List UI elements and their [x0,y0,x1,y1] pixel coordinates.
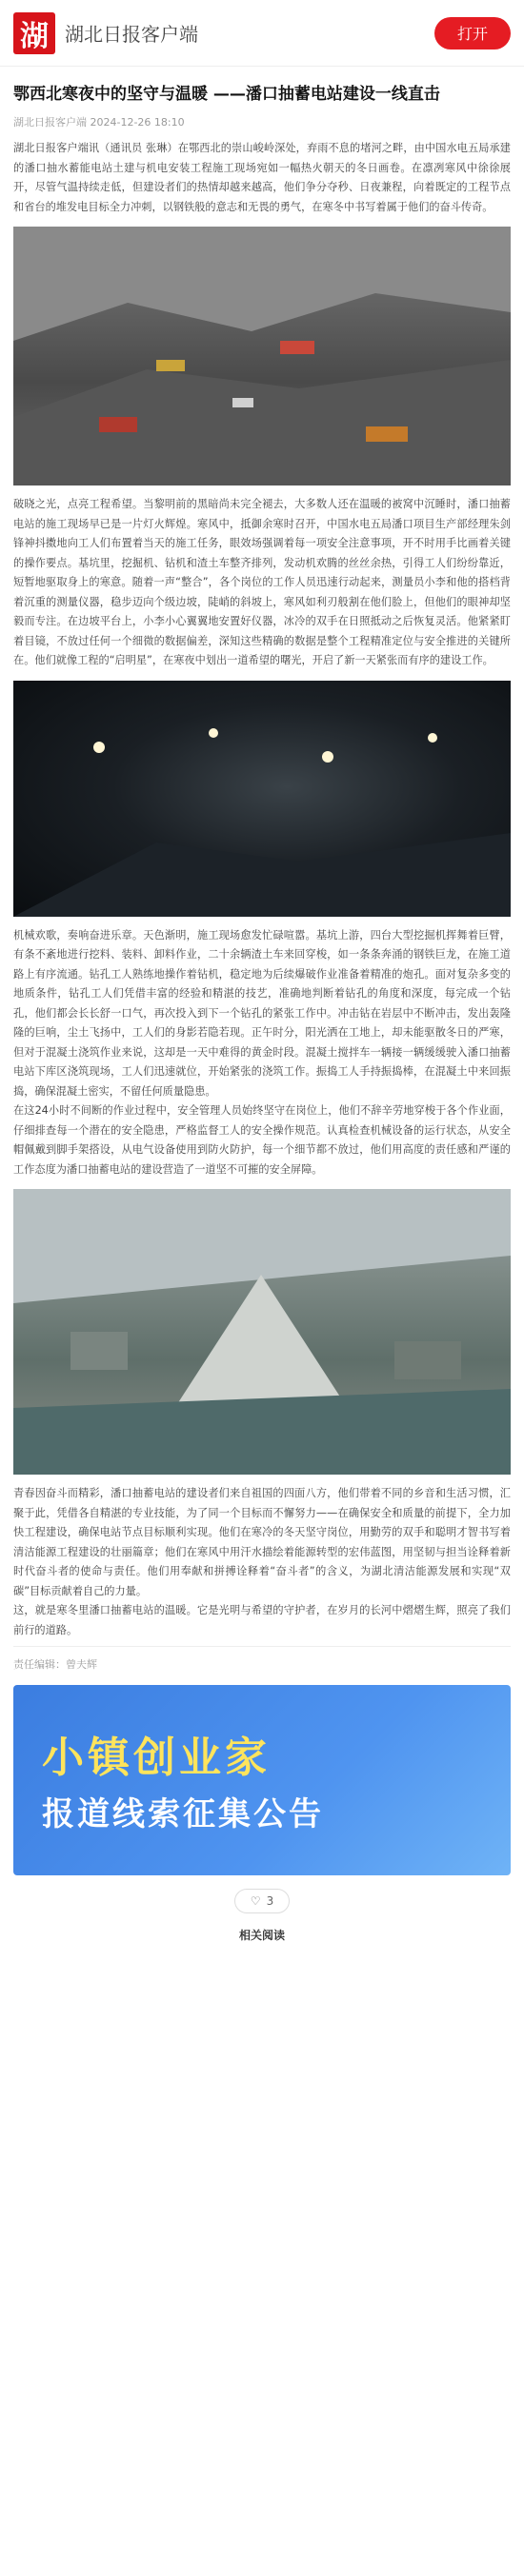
article-paragraph: 青春因奋斗而精彩，潘口抽蓄电站的建设者们来自祖国的四面八方，他们带着不同的乡音和生活习惯，汇聚于此，凭借各自精湛的专业技能，为了同一个目标而不懈努力——在确保安全和质量的前提下，全力加快工程建设，确保电站节点目标顺利实现。他们在寒冷的冬天坚守岗位，用勤劳的双手和聪明才智书写着清洁能源工程建设的壮丽篇章；他们在寒风中用汗水描绘着能源转型的宏伟蓝图，用坚韧与担当诠释着新时代奋斗者的使命与责任。他们用奉献和拼搏诠释着“奋斗者”的含义，为湖北清洁能源发展和实现“双碳”目标贡献着自己的力量。 [13,1487,511,1597]
article-paragraph: 这，就是寒冬里潘口抽蓄电站的温暖。它是光明与希望的守护者，在岁月的长河中熠熠生辉，照亮了我们前行的道路。 [13,1604,511,1636]
article-photo-dam-aerial [13,1189,511,1475]
app-logo: 湖 [13,12,55,54]
article-paragraph: 机械欢歌，奏响奋进乐章。天色渐明，施工现场愈发忙碌喧嚣。基坑上游，四台大型挖掘机挥舞着巨臂，有条不紊地进行挖料、装料、卸料作业，二十余辆渣土车来回穿梭，如一条条奔涌的钢铁巨龙，在施工道路上有序流通。钻孔工人熟练地操作着钻机，稳定地为后续爆破作业准备着精准的炮孔。面对复杂多变的地质条件，钻孔工人们凭借丰富的经验和精湛的技艺，准确地判断着钻孔的角度和深度，每完成一个钻孔，他们都会长长舒一口气，再次投入到下一个钻孔的紧张工作中。冲击钻在岩层中不断冲击，发出轰隆隆的巨响，尘土飞扬中，工人们的身影若隐若现。正午时分，阳光洒在工地上，却未能驱散冬日的严寒，但对于混凝土浇筑作业来说，这却是一天中难得的黄金时段。混凝土搅拌车一辆接一辆缓缓驶入潘口抽蓄电站下库区浇筑现场，工人们迅速就位，开始紧张的浇筑工作。振捣工人手持振捣棒，在混凝土中来回振捣，确保混凝土密实，不留任何质量隐患。 [13,928,511,1098]
like-count: 3 [266,1894,274,1908]
app-name: 湖北日报客户端 [65,23,198,46]
article-paragraph: 在这24小时不间断的作业过程中，安全管理人员始终坚守在岗位上，他们不辞辛劳地穿梭于各个作业面，仔细排查每一个潜在的安全隐患，严格监督工人的安全操作规范。认真检查机械设备的运行状态，从安全帽佩戴到脚手架搭设，从电气设备使用到防火防护，每一个细节都不放过，他们用高度的责任感和严谨的工作态度为潘口抽蓄电站的建设营造了一道坚不可摧的安全屏障。 [13,1104,511,1176]
article-photo-construction-site [13,227,511,485]
promo-subheadline: 报道线索征集公告 [42,1795,324,1833]
related-reading-heading: 相关阅读 [238,1929,285,1942]
article-meta: 湖北日报客户端 2024-12-26 18:10 [13,116,185,129]
dam-aerial-graphic [13,1189,511,1475]
article-paragraph: 湖北日报客户端讯（通讯员 张琳）在鄂西北的崇山峻岭深处，弃雨不息的堵河之畔，由中国水电五局承建的潘口抽水蓄能电站土建与机电安装工程施工现场宛如一幅热火朝天的冬日画卷。在凛冽寒风中徐徐展开，尽管气温持续走低，但建设者们的热情却越来越高，他们争分夺秒、日夜兼程，向着既定的工程节点和省台的堆发电目标全力冲刺，以钢铁般的意志和无畏的勇气，在寒冬中书写着属于他们的奋斗传奇。 [13,142,511,213]
like-button[interactable] [234,1889,290,1913]
article-paragraph: 破晓之光，点亮工程希望。当黎明前的黑暗尚未完全褪去，大多数人还在温暖的被窝中沉睡时，潘口抽蓄电站的施工现场早已是一片灯火辉煌。寒风中，抵御余寒时召开，中国水电五局潘口项目生产部经理朱剑锋神抖擞地向工人们布置着当天的施工任务，眼效场强调着每一项安全注意事项，开不时用手比画着关键的操作要点。基坑里，挖掘机、钻机和渣土车整齐排列，发动机欢腾的丝丝余热，引得工人们纷纷靠近，短暂地驱取身上的寒意。随着一声“整合”，各个岗位的工作人员迅速行动起来，测量员小李和他的搭档背着沉重的测量仪器，稳步迈向个级边坡，陡峭的斜坡上，寒风如利刃般割在他们脸上，但他们的眼神却坚毅而专注。在边坡平台上，小李小心翼翼地安置好仪器，冰冷的双手在日照抵动之后恢复灵活。他紧紧盯着目镜，不放过任何一个细微的数据偏差，深知这些精确的数据是整个工程精准定位与安全推进的关键所在。他们就像工程的“启明星”，在寒夜中划出一道希望的曙光，开启了新一天紧张而有序的建设工作。 [13,498,511,666]
thumbs-up-icon: ♡ [250,1894,261,1908]
night-site-graphic [13,681,511,917]
article-photo-night-site [13,681,511,917]
open-app-button[interactable]: 打开 [434,17,511,50]
promo-banner[interactable] [13,1685,511,1875]
top-bar [0,0,524,67]
article-title: 鄂西北寒夜中的坚守与温暖 ——潘口抽蓄电站建设一线直击 [13,85,440,104]
promo-headline: 小镇创业家 [42,1734,271,1782]
editor-credit: 责任编辑：曾夫辉 [13,1646,511,1672]
construction-site-graphic [13,227,511,485]
